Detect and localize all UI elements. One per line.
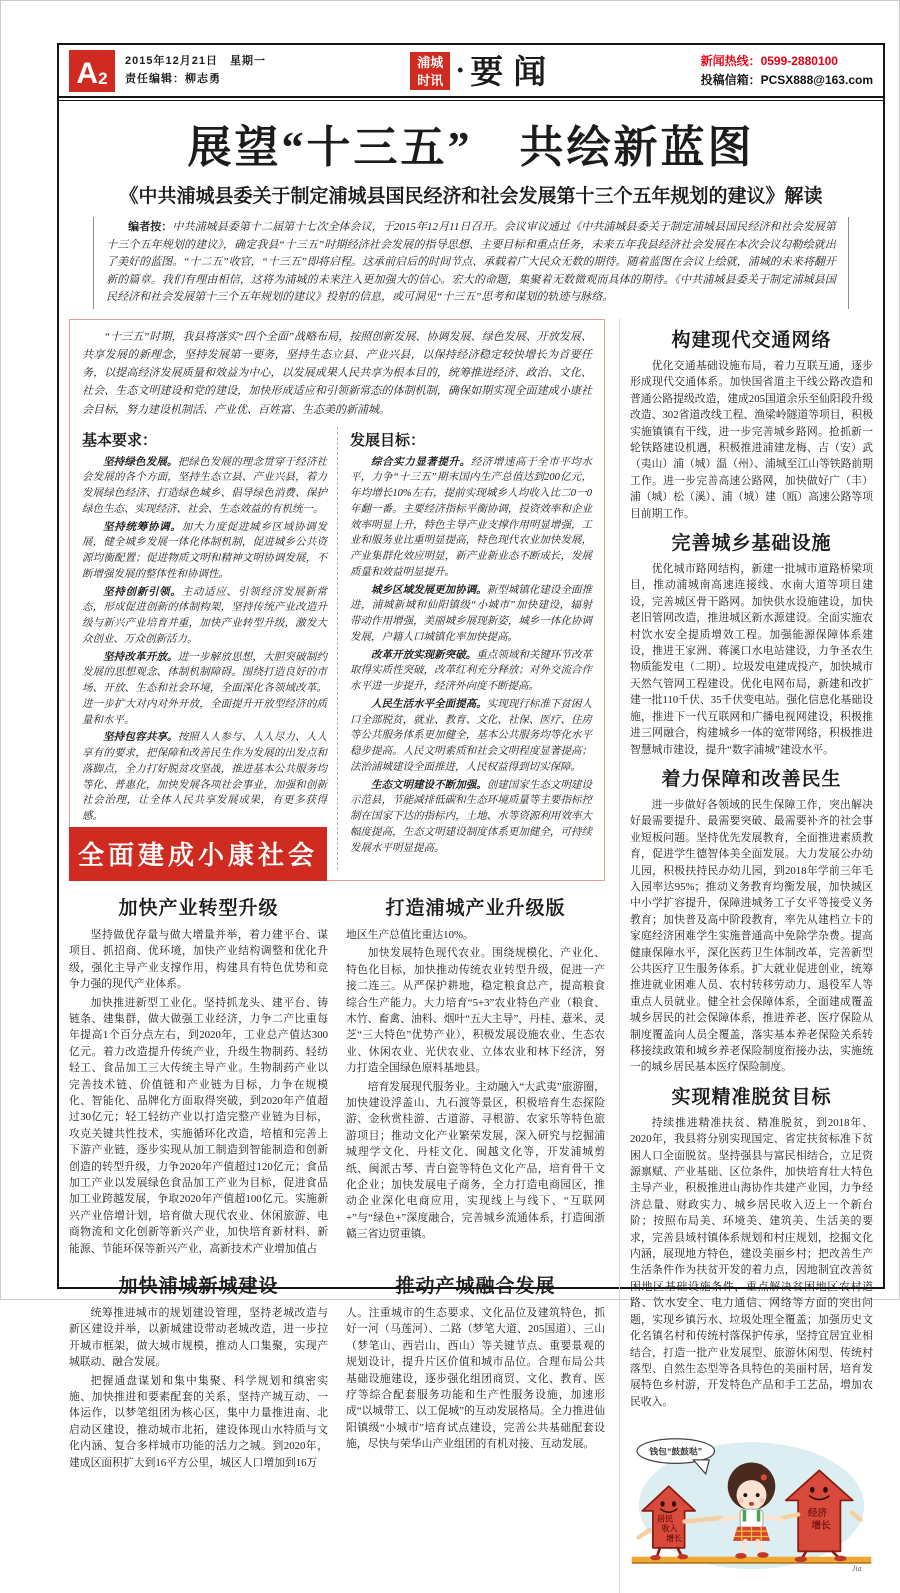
article-paragraph: 人。注重城市的生态要求、文化品位及建筑特色，抓好一河（马莲河）、二路（梦笔大道、205国道）、三山（梦笔山、西岩山、西山）等关键节点、重要景观的规划设计，提升片区价值和城市品位。合理布局公共基础设施建设，逐步强化组团商贸、文化、教育、医疗等综合配套服务功能和生产性服务设施，加速形成“以城带工、以工促城”的互动发展格局。全力推进仙阳镇级“小城市”培育试点建设，完善公共基础配套设施，尽快与荣华山产业组团的有机对接、互动发展。 <box>346 1307 605 1451</box>
paragraph-text: 加大力度促进城乡区域协调发展，健全城乡发展一体化体制机制，促进城乡公共资源均衡配置；促进物质文明和精神文明协调发展，不断增强发展的整体性和协调性。 <box>82 521 328 580</box>
paragraph-text: 进一步解放思想，大胆突破制约发展的思想观念、体制机制障碍。围绕打造良好的市场、开放、生态和社会环境，全面深化各领域改革。进一步扩大对内对外开放，全面提升开放型经济的质量和水平。 <box>82 651 328 726</box>
page-letter: A <box>76 57 99 90</box>
industry-upgrade-heading: 加快产业转型升级 <box>118 897 279 919</box>
income-label-line1: 居民 <box>657 1514 674 1524</box>
goal-paragraph <box>350 455 592 581</box>
basic-requirements-heading: 基本要求： <box>82 431 158 449</box>
requirement-paragraph <box>82 650 327 729</box>
paragraph-lead: 坚持绿色发展。 <box>103 456 178 468</box>
city-row <box>69 1271 605 1473</box>
income-label-line3: 增长 <box>666 1533 682 1543</box>
article-paragraph: 坚持做优存量与做大增量并举，着力建平台、谋项目、抓招商、优环境，加快产业结构调整和优化升级，强化主导产业支撑作用，构建具有特色优势和竞争力强的现代产业体系。 <box>69 928 328 991</box>
paragraph-text: 新型城镇化建设全面推进，浦城新城和仙阳镇级“小城市”加快建设，辐射带动作用增强，美丽城乡展现新姿，城乡一体化协调发展，户籍人口城镇化率加快提高。 <box>350 584 593 643</box>
requirement-paragraph <box>82 730 327 825</box>
paragraph-text: 创建国家生态文明建设示范县，节能减排低碳和生态环境质量等主要指标控制在国家下达的指标内，土地、水等资源利用效率大幅度提高，生态文明建设制度体系更加健全，可持续发展水平明显提高。 <box>350 779 593 854</box>
masthead-line1: 浦城 <box>417 55 444 70</box>
new-town-column <box>69 1271 328 1473</box>
goal-paragraph <box>350 583 592 646</box>
transport-heading: 构建现代交通网络 <box>671 329 832 351</box>
page-header <box>59 45 883 98</box>
masthead-logo <box>410 52 450 90</box>
header-rule <box>59 100 883 101</box>
infrastructure-heading: 完善城乡基础设施 <box>671 533 832 555</box>
issue-date: 2015年12月21日 星期一 <box>125 55 266 68</box>
integration-heading: 推动产城融合发展 <box>395 1276 556 1298</box>
goal-paragraph <box>350 778 592 857</box>
main-content <box>69 319 873 1593</box>
paragraph-lead: 坚持创新引领。 <box>103 586 182 598</box>
goal-paragraph <box>350 697 592 776</box>
basic-requirements-column <box>77 427 337 870</box>
overview-columns <box>77 427 593 870</box>
section-title: 要闻 <box>470 52 557 90</box>
article-paragraph: 优化交通基础设施布局，着力互联互通，逐步形成现代交通体系。加快国省道主干线公路改造和普通公路提级改造，建成205国道余乐至仙阳段升级改造、302省道改线工程、渔梁岭隧道等项目，积极实施镇镇有干线，进一步完善城乡路网。抢抓新一轮铁路建设机遇，积极推进浦建龙梅、吉（安）武（夷山）浦（城）温（州）、浦城至江山等铁路前期工作。进一步完善高速公路网，加快做好广（丰）浦（城）松（溪）、浦（城）建（瓯）高速公路等项目前期工作。 <box>630 359 873 520</box>
paragraph-lead: 城乡区域发展更加协调。 <box>371 584 487 596</box>
integration-column <box>346 1271 605 1473</box>
article-paragraph: 加快推进新型工业化。坚持抓龙头、建平台、铸链条、建集群，做大做强工业经济，力争二产比重每年提高1个百分点左右，到2020年，工业总产值达300亿元。着力改造提升传统产业，升级生物制药、轻纺轻工、食品加工三大传统主导产业。生物制药产业以完善技术链、价值链和产业链为目标，力争在规模化、智能化、品牌化方面取得突破，到2020年产值超过30亿元；轻工轻纺产业以打造完整产业链为目标，攻克关键共性技术，实施循环化改造，培植和完善上下游产业链，逐步实现从加工制造到智能制造和创新创造的转型升级，力争2020年产值超过120亿元；食品加工产业以发展绿色食品加工产业为目标，促进食品加工业跨越发展，争取2020年产值超100亿元。实施新兴产业倍增计划，培育做大现代农业、休闲旅游、电商物流和文化创新等新兴产业，加快培育新材料、新能源、节能环保等新兴产业，高新技术产业增加值占 <box>69 996 328 1255</box>
overview-intro: “十三五”时期，我县将落实“四个全面”战略布局，按照创新发展、协调发展、绿色发展、开放发展、共享发展的新理念，坚持发展第一要务，坚持生态立县、产业兴县，以保持经济稳定较快增长为首要任务，以提高经济发展质量和效益为中心，以发展成果人民共享为根本目的，统筹推进经济、政治、文化、社会、生态文明建设和党的建设，加快形成适应和引领新常态的体制机制，确保如期实现全面建成小康社会目标，努力建设机制活、产业优、百姓富、生态美的新浦城。 <box>82 330 592 416</box>
paragraph-lead: 综合实力显著提升。 <box>371 456 471 468</box>
overview-box <box>69 319 605 881</box>
industry-version-column <box>346 893 605 1259</box>
paragraph-lead: 坚持改革开放。 <box>103 651 178 663</box>
new-town-heading: 加快浦城新城建设 <box>118 1276 279 1298</box>
article-paragraph: 地区生产总值比重达10%。 <box>346 928 474 941</box>
development-goals-heading: 发展目标： <box>350 431 426 449</box>
article-paragraph: 进一步做好各领域的民生保障工作，突出解决好最需要提升、最需要突破、最需要补齐的社会事业短板问题。坚持优先发展教育，全面推进素质教育，促进学生德智体美全面发展。大力发展公办幼儿园，积极扶持民办幼儿园，到2018年学前三年毛入园率达95%；推动义务教育均衡发展，加快城区中小学扩容提升，保障进城务工子女平等接受义务教育；加快普及高中阶段教育，率先从建档立卡的家庭经济困难学生实施普通高中免除学杂费。提高健康保障水平，深化医药卫生体制改革，完善新型公共医疗卫生服务体系。扩大就业促进创业，统筹推进就业困难人员、农村转移劳动力、退役军人等重点人员就业。健全社会保障体系，全面建成覆盖城乡居民的社会保障体系，推进养老、医疗保险从制度覆盖向人员全覆盖，落实基本养老保险关系转移接续政策和城乡养老保险制度衔接办法，实施统一的城乡居民基本医疗保险制度。 <box>630 798 873 1074</box>
masthead-dot: · <box>455 54 466 87</box>
article-paragraph: 优化城市路网结构，新建一批城市道路桥梁项目，推动浦城南高速连接线、水南大道等项目建设，完善城区骨干路网。加快供水设施建设，加快老旧管网改造，推进城区新水源建设。全面实施农村饮水安全提质增效工程。加强能源保障体系建设，推进王家洲、蒋溪口水电站建设，力争圣农生物质能发电（二期）、垃圾发电建成投产，加快城市天然气管网工程建设。优化电网布局，新建和改扩建一批110千伏、35千伏变电站。强化信息化基础设施，推进下一代互联网和广播电视网建设，积极推进三网融合，构建城乡一体的宽带网络，积极推进智慧城市建设，提升“数字浦城”建设水平。 <box>630 563 873 756</box>
headline-subtitle: 《中共浦城县委关于制定浦城县国民经济和社会发展第十三个五年规划的建议》解读 <box>119 186 823 207</box>
growth-label-line1: 经济 <box>807 1508 828 1520</box>
paragraph-lead: 改革开放实现新突破。 <box>371 649 477 661</box>
artist-signature: Jia <box>851 1563 862 1573</box>
editor-note <box>93 217 849 309</box>
poverty-heading: 实现精准脱贫目标 <box>671 1086 832 1108</box>
industry-upgrade-column <box>69 893 328 1259</box>
industry-version-heading: 打造浦城产业升级版 <box>385 897 566 919</box>
banner-headline: 全面建成小康社会 <box>69 827 327 881</box>
news-hotline: 新闻热线：0599-2880100 <box>700 53 838 68</box>
paragraph-text: 把绿色发展的理念贯穿于经济社会发展的各个方面，坚持生态立县、产业兴县，着力发展绿色经济、打造绿色城乡、倡导绿色消费、保护绿色生态、实现经济、社会、生态效益的有机统一。 <box>82 456 328 515</box>
paragraph-lead: 坚持统筹协调。 <box>103 521 182 533</box>
article-paragraph: 把握通盘谋划和集中集聚、科学规划和缜密实施、加快推进和要素配套的关系，坚持产城互动、一体运作，以梦笔组团为核心区，集中力量推进南、北启动区建设，推动城市北拓，建设体现山水特质与文化内涵、复合多样城市功能的活力之城。到2020年，建成区面积扩大到16平方公里，城区人口增加到16万 <box>69 1374 328 1469</box>
submission-mailbox: 投稿信箱：PCSX888@163.com <box>700 73 873 87</box>
paragraph-lead: 人民生活水平全面提高。 <box>371 698 487 710</box>
cartoon-illustration <box>630 1418 873 1588</box>
issue-editor: 责任编辑：柳志勇 <box>125 73 221 85</box>
main-headline: 展望“十三五” 共绘新蓝图 <box>187 123 755 172</box>
development-goals-column <box>337 427 592 870</box>
requirement-paragraph <box>82 520 327 583</box>
editor-note-text: 中共浦城县委第十二届第十七次全体会议，于2015年12月11日召开。会议审议通过《中共浦城县委关于制定浦城县国民经济和社会发展第十三个五年规划的建议》，确定我县“十三五”时期经济社会发展的指导思想、主要目标和重点任务，未来五年我县经济社会发展在本次会议勾勒绘就出了美好的蓝图。“十二五”收官，“十三五”即将启程。这承前启后的时间节点、承载着广大民众无数的期待。随着蓝图在会议上绘就，浦城的未来将翻开新的篇章。我们有理由相信，这将为浦城的未来注入更加强大的信心。宏大的命题，集聚着无数微观而具体的期待。《中共浦城县委关于制定浦城县国民经济和社会发展第十三个五年规划的建议》投射的信息，或可洞见“十三五”思考和谋划的轨迹与脉络。 <box>106 221 836 304</box>
paragraph-text: 重点领域和关键环节改革取得实质性突破，改革红利充分释放；对外交流合作水平进一步提升，经济外向度不断提高。 <box>350 649 592 693</box>
left-region <box>69 319 605 1593</box>
ground-shadow <box>632 1562 871 1564</box>
right-region <box>619 319 873 1593</box>
page-frame <box>57 43 885 1573</box>
paragraph-text: 经济增速高于全市平均水平，力争“十三五”期末国内生产总值达到200亿元，年均增长10%左右，提前实现城乡人均收入比二0一0年翻一番。主要经济指标平衡协调，投资效率和企业效率明显上升，特色主导产业支撑作用明显增强，工业和服务业比重明显提高，特色现代农业加快发展，产业集群化效应明显，新产业新业态不断成长，发展质量和效益明显提升。 <box>350 456 593 578</box>
requirement-paragraph <box>82 455 327 518</box>
paragraph-text: 主动适应、引领经济发展新常态，形成促进创新的体制构架，坚持传统产业改造升级与新兴产业培育并重，加快产业转型升级，激发大众创业、万众创新活力。 <box>82 586 328 645</box>
page-number: 2 <box>98 68 108 88</box>
page-number-badge <box>69 50 115 92</box>
paragraph-lead: 坚持包容共享。 <box>103 732 178 744</box>
goal-paragraph <box>350 648 592 695</box>
article-paragraph: 加快发展特色现代农业。围绕规模化、产业化、特色化目标，加快推动传统农业转型升级，促进一产接二连三。从严保护耕地，稳定粮食总产，提高粮食综合生产能力。大力培育“5+3”农业特色产业（粮食、木竹、畜禽、油料、烟叶“五大主导”，丹桂、薏米、灵芝“三大特色”优势产业），积极发展设施农业、生态农业、休闲农业、光伏农业、立体农业和林下经济，努力打造全国绿色原料基地县。 <box>346 947 605 1075</box>
growth-label-line2: 增长 <box>811 1520 831 1532</box>
article-paragraph: 统筹推进城市的规划建设管理，坚持老城改造与新区建设并举，以新城建设带动老城改造，进一步拉开城市框架，做大城市规模，推动人口集聚，实现产城联动、融合发展。 <box>69 1307 328 1369</box>
contact-info <box>701 52 873 90</box>
requirement-paragraph <box>82 585 327 648</box>
masthead-line2: 时讯 <box>417 73 444 89</box>
paragraph-text: 实现现行标准下贫困人口全部脱贫，就业、教育、文化、社保、医疗、住房等公共服务体系更加健全，基本公共服务均等化水平稳步提高。人民文明素质和社会文明程度显著提高；法治浦城建设全面推进，人民权益得到切实保障。 <box>350 698 593 773</box>
article-paragraph: 持续推进精准扶贫、精准脱贫，到2018年、2020年，我县将分别实现国定、省定扶贫标准下贫困人口全面脱贫。坚持强县与富民相结合，立足资源禀赋、产业基础、区位条件，加快培育壮大特色主导产业，积极推进山海协作共建产业园，力争经济总量、财政实力、城乡居民收入迈上一个新台阶；按照布局美、环境美、建筑美、生活美的要求，完善县域村镇体系规划和村庄规划，挖掘文化内涵，展现地方特色，建设美丽乡村；把改善生产生活条件作为扶贫开发的着力点，因地制宜改善贫困地区基础设施条件，重点解决贫困地区农村道路、饮水安全、电力通信、网络等方面的突出问题，实现乡镇污水、垃圾处理全覆盖；加强历史文化名镇名村和传统村落保护传承，坚持宜居宜业相结合，打造一批产业发展型、旅游休闲型、传统村落型、自然生态型等各具特色的美丽村居，培育发展特色乡村游，开发特色产品和手工艺品，增加农民收入。 <box>630 1116 873 1408</box>
livelihood-heading: 着力保障和改善民生 <box>661 768 842 790</box>
article-paragraph: 培育发展现代服务业。主动融入“大武夷”旅游圈，加快建设浮盖山、九石渡等景区，积极培育生态探险游、金秋赏桂游、古道游、寻根游、农家乐等特色旅游项目；推动文化产业繁荣发展，深入研究与挖掘浦城理学文化、丹桂文化、闽越文化等，开发浦城剪纸、闽派古琴、青白瓷等特色文化产品，培育骨干文化企业；加快发展电子商务，全力打造电商园区，推动企业深化电商应用，实现线上与线下、“互联网+”与“绿色+”深度融合，完善城乡流通体系，打造闽浙赣三省边贸重镇。 <box>346 1080 605 1241</box>
paragraph-lead: 生态文明建设不断加强。 <box>371 779 487 791</box>
issue-info <box>125 53 266 88</box>
income-label-line2: 收入 <box>661 1524 678 1534</box>
editor-note-lead: 编者按： <box>128 221 173 233</box>
masthead <box>410 52 556 90</box>
industry-row <box>69 893 605 1259</box>
speech-text: 钱包“鼓鼓哒” <box>649 1446 703 1457</box>
paragraph-text: 按照人人参与、人人尽力、人人享有的要求，把保障和改善民生作为发展的出发点和落脚点，全力打好脱贫攻坚战，推进基本公共服务均等化、普惠化，加快发展各项社会事业，加强和创新社会治理，让全体人民共享发展成果，有更多获得感。 <box>82 732 328 823</box>
editor-note-paragraph <box>106 219 836 307</box>
